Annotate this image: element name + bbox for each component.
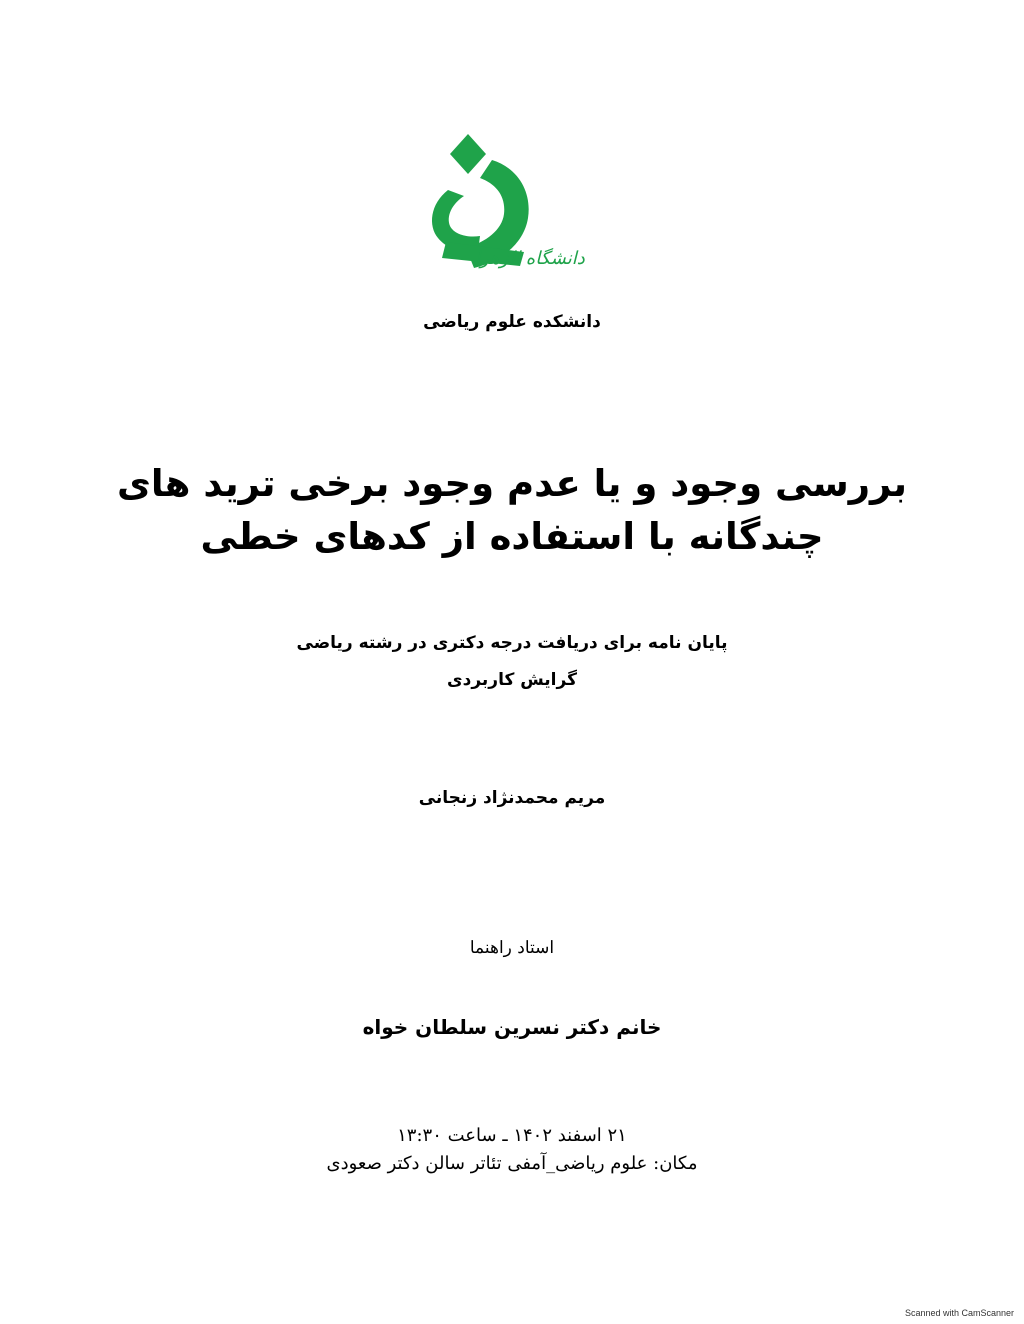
thesis-title-line-1: بررسی وجود و یا عدم وجود برخی ترید های	[117, 462, 907, 505]
faculty-name: دانشکده علوم ریاضی	[423, 312, 601, 332]
defense-venue: مکان: علوم ریاضی_آمفی تئاتر سالن دکتر صعودی	[326, 1153, 698, 1174]
scanner-watermark: Scanned with CamScanner	[904, 1308, 1014, 1318]
defense-date-time: ۲۱ اسفند ۱۴۰۲ ـ ساعت ۱۳:۳۰	[397, 1125, 627, 1146]
advisor-label: استاد راهنما	[469, 938, 555, 958]
advisor-name: خانم دکتر نسرین سلطان خواه	[362, 1015, 662, 1039]
degree-description: پایان نامه برای دریافت درجه دکتری در رشته ریاضی	[296, 633, 728, 653]
author-name: مریم محمدنژاد زنجانی	[418, 788, 606, 808]
specialization: گرایش کاربردی	[447, 670, 577, 690]
thesis-title-line-2: چندگانه با استفاده از کدهای خطی	[200, 515, 824, 558]
university-name-logo-text: دانشگاه الزهرا	[475, 248, 585, 269]
